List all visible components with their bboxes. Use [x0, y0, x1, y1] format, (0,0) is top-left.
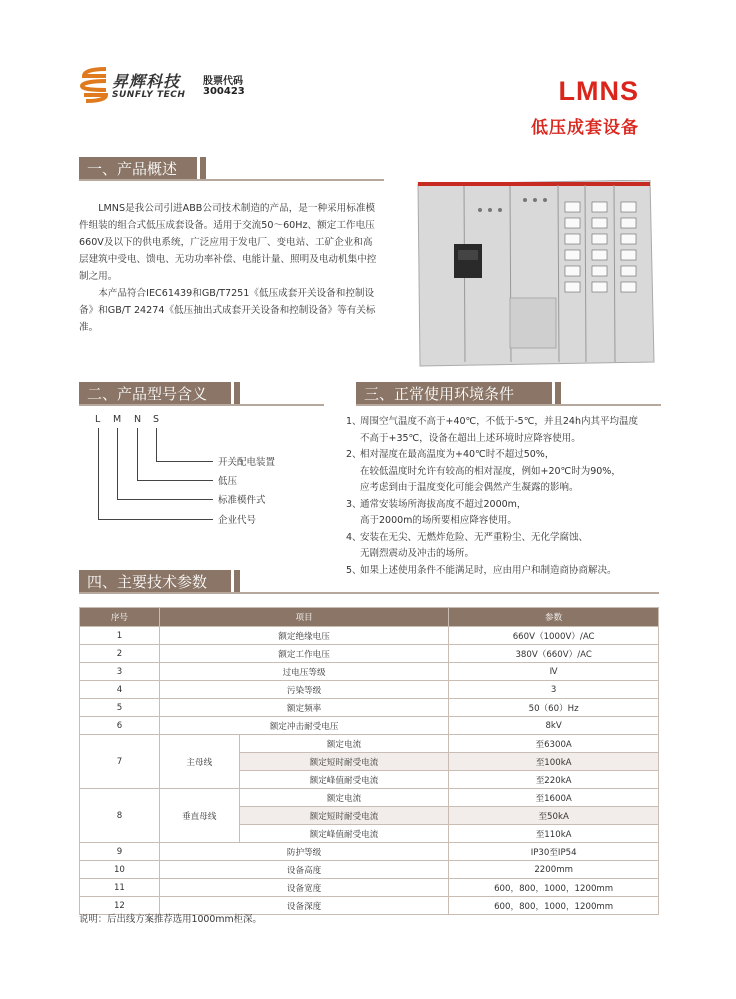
- column-header: 序号: [80, 608, 160, 627]
- row-value: Ⅳ: [449, 663, 659, 681]
- row-value: 至50kA: [449, 807, 659, 825]
- condition-line: 相对湿度在最高温度为+40℃时不超过50%，: [360, 449, 555, 460]
- section-tail: [200, 157, 206, 179]
- condition-number: 1、: [346, 416, 362, 427]
- section-header-specs: [79, 570, 240, 592]
- row-number: 9: [80, 843, 160, 861]
- section-underline: [79, 404, 324, 406]
- section-underline: [356, 404, 661, 406]
- row-item: 额定绝缘电压: [159, 627, 448, 645]
- condition-item: [346, 563, 676, 580]
- row-value: 3: [449, 681, 659, 699]
- row-number: 8: [80, 789, 160, 843]
- row-number: 10: [80, 861, 160, 879]
- row-item: 额定短时耐受电流: [239, 753, 449, 771]
- row-number: 11: [80, 879, 160, 897]
- table-row: [80, 717, 659, 735]
- condition-item: [346, 497, 676, 530]
- row-value: 至110kA: [449, 825, 659, 843]
- model-letter: L: [95, 414, 101, 425]
- row-value: 至6300A: [449, 735, 659, 753]
- product-subtitle: 低压成套设备: [531, 118, 639, 138]
- section-tail: [555, 382, 561, 404]
- overview-paragraph: LMNS是我公司引进ABB公司技术制造的产品，是一种采用标准模件组装的组合式低压成套设备。适用于交流50～60Hz、额定工作电压660V及以下的供电系统，广泛应用于发电厂、变电站、工矿企业和高层建筑中受电、馈电、无功功率补偿、电能计量、照明及电动机集中控制之用。: [79, 203, 377, 282]
- row-item: 额定频率: [159, 699, 448, 717]
- condition-line: 安装在无尖、无燃炸危险、无严重粉尘、无化学腐蚀、: [360, 531, 589, 543]
- company-logo-icon: [80, 66, 108, 104]
- model-letter: S: [153, 414, 160, 425]
- row-item: 额定峰值耐受电流: [239, 825, 449, 843]
- logo-english-name: SUNFLY TECH: [112, 90, 186, 100]
- model-meaning: 低压: [218, 476, 238, 487]
- row-item: 额定冲击耐受电压: [159, 717, 448, 735]
- table-row: [80, 663, 659, 681]
- row-item: 过电压等级: [159, 663, 448, 681]
- condition-number: 4、: [346, 531, 362, 543]
- condition-item: [346, 447, 676, 497]
- column-header: 项目: [159, 608, 448, 627]
- table-row: [80, 699, 659, 717]
- row-value: 8kV: [449, 717, 659, 735]
- row-number: 5: [80, 699, 160, 717]
- environment-conditions-list: [346, 414, 676, 579]
- row-value: 600，800，1000，1200mm: [449, 897, 659, 915]
- specs-table: [79, 607, 659, 915]
- row-item: 设备深度: [159, 897, 448, 915]
- table-row: [80, 645, 659, 663]
- condition-line: 周围空气温度不高于+40℃，不低于-5℃，并且24h内其平均温度: [360, 416, 638, 427]
- row-value: IP30至IP54: [449, 843, 659, 861]
- condition-item: [346, 414, 676, 447]
- stock-code-label: 股票代码: [203, 76, 243, 87]
- section-title: 二、产品型号含义: [79, 382, 231, 404]
- row-value: 600，800，1000，1200mm: [449, 879, 659, 897]
- logo-chinese-name: 昇辉科技: [112, 72, 181, 91]
- switchgear-cabinet-image: [410, 180, 660, 367]
- model-letter: M: [113, 414, 122, 425]
- table-header-row: [80, 608, 659, 627]
- row-number: 3: [80, 663, 160, 681]
- row-value: 660V（1000V）/AC: [449, 627, 659, 645]
- row-number: 2: [80, 645, 160, 663]
- column-header: 参数: [449, 608, 659, 627]
- section-underline: [79, 179, 384, 181]
- row-group-name: 主母线: [159, 735, 239, 789]
- model-meaning: 标准模件式: [218, 495, 266, 506]
- row-item: 额定电流: [239, 735, 449, 753]
- condition-number: 2、: [346, 449, 362, 460]
- row-item: 设备宽度: [159, 879, 448, 897]
- table-row: [80, 735, 659, 753]
- condition-line: 高于2000m的场所要相应降容使用。: [360, 515, 517, 526]
- overview-text: [79, 200, 379, 336]
- table-note: 说明：后出线方案推荐选用1000mm柜深。: [79, 914, 262, 925]
- row-item: 污染等级: [159, 681, 448, 699]
- condition-line: 如果上述使用条件不能满足时，应由用户和制造商协商解决。: [360, 564, 617, 576]
- row-item: 防护等级: [159, 843, 448, 861]
- table-row: [80, 843, 659, 861]
- row-group-name: 垂直母线: [159, 789, 239, 843]
- condition-line: 在较低温度时允许有较高的相对湿度，例如+20℃时为90%，: [360, 465, 621, 477]
- row-value: 2200mm: [449, 861, 659, 879]
- section-header-overview: [79, 157, 206, 179]
- row-number: 12: [80, 897, 160, 915]
- row-number: 7: [80, 735, 160, 789]
- row-item: 额定峰值耐受电流: [239, 771, 449, 789]
- condition-item: [346, 530, 676, 563]
- row-value: 380V（660V）/AC: [449, 645, 659, 663]
- row-value: 50（60）Hz: [449, 699, 659, 717]
- table-row: [80, 789, 659, 807]
- row-value: 至100kA: [449, 753, 659, 771]
- section-tail: [234, 570, 240, 592]
- condition-line: 不高于+35℃，设备在超出上述环境时应降容使用。: [360, 432, 581, 444]
- section-title: 三、正常使用环境条件: [356, 382, 552, 404]
- row-number: 1: [80, 627, 160, 645]
- condition-number: 3、: [346, 498, 362, 510]
- table-row: [80, 627, 659, 645]
- section-header-environment: [356, 382, 561, 404]
- row-item: 额定工作电压: [159, 645, 448, 663]
- table-row: [80, 861, 659, 879]
- table-row: [80, 681, 659, 699]
- table-row: [80, 879, 659, 897]
- section-header-model: [79, 382, 240, 404]
- overview-paragraph: 本产品符合IEC61439和GB/T7251《低压成套开关设备和控制设备》和GB/T 24274《低压抽出式成套开关设备和控制设备》等有关标准。: [79, 288, 376, 333]
- model-meaning: 开关配电装置: [218, 457, 276, 468]
- section-title: 四、主要技术参数: [79, 570, 231, 592]
- row-item: 设备高度: [159, 861, 448, 879]
- row-item: 额定短时耐受电流: [239, 807, 449, 825]
- stock-code-value: 300423: [203, 86, 245, 97]
- row-value: 至1600A: [449, 789, 659, 807]
- condition-line: 通常安装场所海拔高度不超过2000m，: [360, 498, 527, 510]
- condition-line: 应考虑到由于温度变化可能会偶然产生凝露的影响。: [360, 482, 579, 493]
- row-number: 4: [80, 681, 160, 699]
- row-item: 额定电流: [239, 789, 449, 807]
- product-title: LMNS: [558, 76, 639, 106]
- model-connector-line: [98, 428, 213, 520]
- row-number: 6: [80, 717, 160, 735]
- model-meaning: 企业代号: [218, 515, 257, 526]
- model-letter: N: [134, 414, 142, 425]
- section-tail: [234, 382, 240, 404]
- condition-number: 5、: [346, 564, 362, 576]
- condition-line: 无剧烈震动及冲击的场所。: [360, 548, 475, 559]
- section-title: 一、产品概述: [79, 157, 197, 179]
- section-underline: [79, 592, 659, 594]
- row-value: 至220kA: [449, 771, 659, 789]
